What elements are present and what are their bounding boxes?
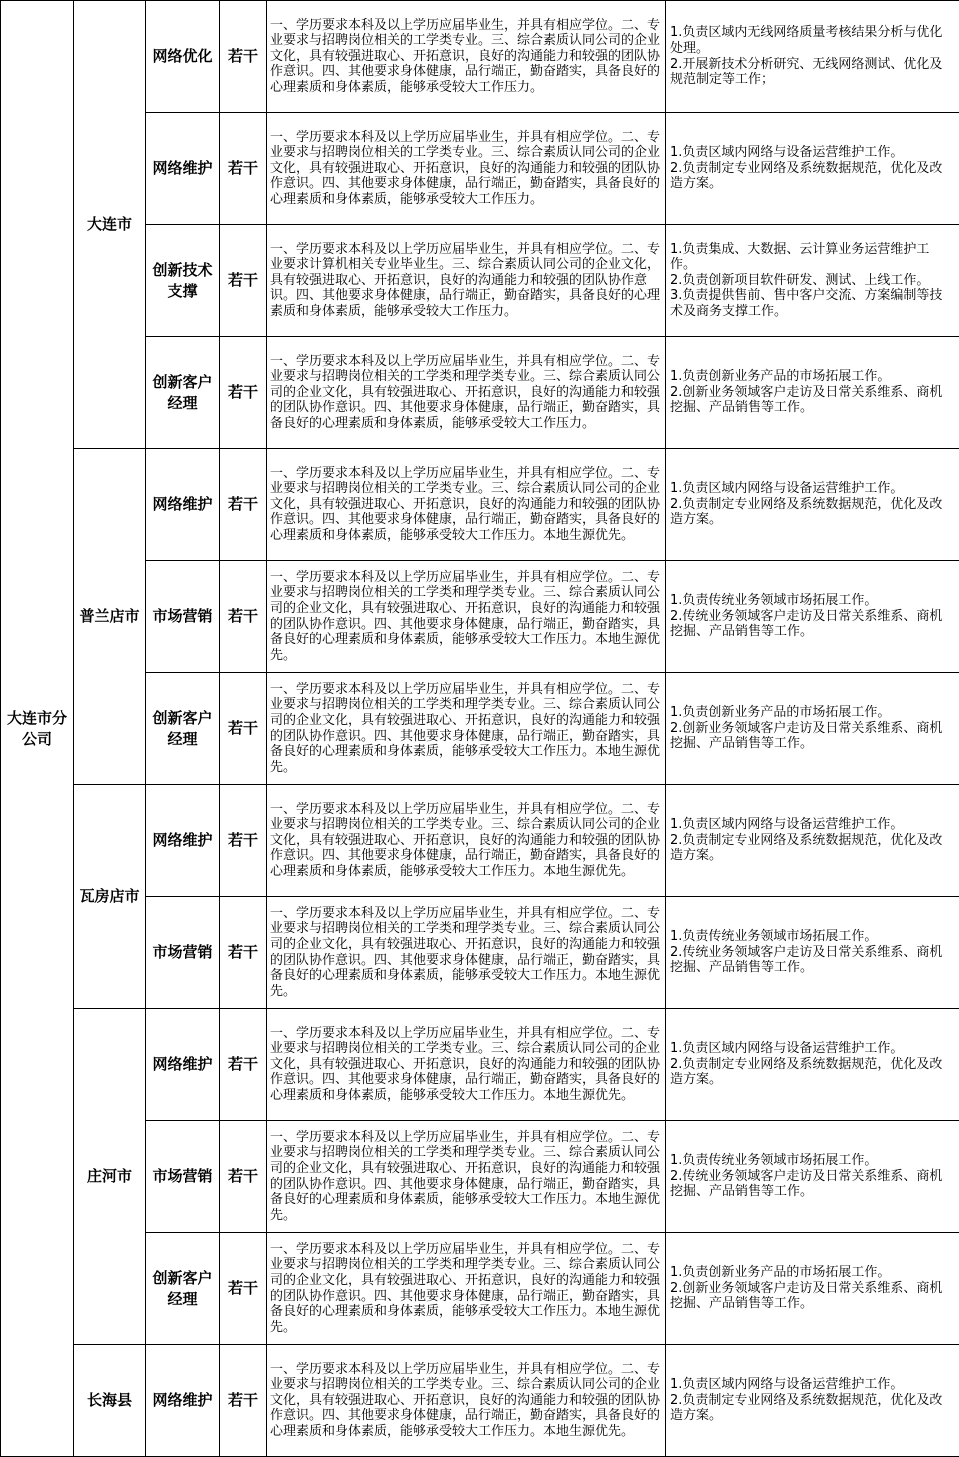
- duty-item: 2.创新业务领域客户走访及日常关系维系、商机挖掘、产品销售等工作。: [670, 384, 943, 416]
- position-title-cell: 网络维护: [146, 1345, 220, 1457]
- duty-item: 1.负责创新业务产品的市场拓展工作。: [670, 705, 891, 721]
- duties-cell: [666, 561, 959, 673]
- duty-item: 2.创新业务领域客户走访及日常关系维系、商机挖掘、产品销售等工作。: [670, 720, 943, 752]
- duty-item: 1.负责区域内网络与设备运营维护工作。: [670, 817, 904, 833]
- duties-cell: [666, 1009, 959, 1121]
- table-row: [1, 1, 959, 113]
- table-row: [1, 449, 959, 561]
- duties-cell: [666, 1121, 959, 1233]
- duties-cell: [666, 1, 959, 113]
- headcount-cell: 若干: [220, 1009, 267, 1121]
- headcount-cell: 若干: [220, 1, 267, 113]
- duty-item: 1.负责创新业务产品的市场拓展工作。: [670, 1265, 891, 1281]
- duty-item: 1.负责传统业务领域市场拓展工作。: [670, 593, 878, 609]
- requirements-cell: 一、学历要求本科及以上学历应届毕业生，并具有相应学位。二、专业要求与招聘岗位相关的工学类专业。三、综合素质认同公司的企业文化，具有较强进取心、开拓意识，良好的沟通能力和较强的团队协作意识。四、其他要求身体健康，品行端正，勤奋踏实，具备良好的心理素质和身体素质，能够承受较大工作压力。本地生源优先。: [267, 1009, 666, 1121]
- requirements-cell: 一、学历要求本科及以上学历应届毕业生，并具有相应学位。二、专业要求与招聘岗位相关的工学类专业。三、综合素质认同公司的企业文化，具有较强进取心、开拓意识，良好的沟通能力和较强的团队协作意识。四、其他要求身体健康，品行端正，勤奋踏实，具备良好的心理素质和身体素质，能够承受较大工作压力。: [267, 113, 666, 225]
- position-title-cell: 网络优化: [146, 1, 220, 113]
- table-row: [1, 1009, 959, 1121]
- requirements-cell: 一、学历要求本科及以上学历应届毕业生，并具有相应学位。二、专业要求与招聘岗位相关的工学类和理学类专业。三、综合素质认同公司的企业文化，具有较强进取心、开拓意识，良好的沟通能力和较强的团队协作意识。四、其他要求身体健康，品行端正，勤奋踏实，具备良好的心理素质和身体素质，能够承受较大工作压力。本地生源优先。: [267, 897, 666, 1009]
- duty-item: 2.负责创新项目软件研发、测试、上线工作。: [670, 272, 930, 288]
- position-title-cell: 网络维护: [146, 449, 220, 561]
- duties-cell: [666, 673, 959, 785]
- headcount-cell: 若干: [220, 673, 267, 785]
- table-row: [1, 1345, 959, 1457]
- requirements-cell: 一、学历要求本科及以上学历应届毕业生，并具有相应学位。二、专业要求与招聘岗位相关的工学类专业。三、综合素质认同公司的企业文化，具有较强进取心、开拓意识，良好的沟通能力和较强的团队协作意识。四、其他要求身体健康，品行端正，勤奋踏实，具备良好的心理素质和身体素质，能够承受较大工作压力。: [267, 1, 666, 113]
- position-title-cell: 创新客户经理: [146, 673, 220, 785]
- requirements-cell: 一、学历要求本科及以上学历应届毕业生，并具有相应学位。二、专业要求与招聘岗位相关的工学类和理学类专业。三、综合素质认同公司的企业文化，具有较强进取心、开拓意识，良好的沟通能力和较强的团队协作意识。四、其他要求身体健康，品行端正，勤奋踏实，具备良好的心理素质和身体素质，能够承受较大工作压力。本地生源优先。: [267, 1233, 666, 1345]
- requirements-cell: 一、学历要求本科及以上学历应届毕业生，并具有相应学位。二、专业要求与招聘岗位相关的工学类和理学类专业。三、综合素质认同公司的企业文化，具有较强进取心、开拓意识，良好的沟通能力和较强的团队协作意识。四、其他要求身体健康，品行端正，勤奋踏实，具备良好的心理素质和身体素质，能够承受较大工作压力。: [267, 337, 666, 449]
- requirements-cell: 一、学历要求本科及以上学历应届毕业生，并具有相应学位。二、专业要求与招聘岗位相关的工学类专业。三、综合素质认同公司的企业文化，具有较强进取心、开拓意识，良好的沟通能力和较强的团队协作意识。四、其他要求身体健康，品行端正，勤奋踏实，具备良好的心理素质和身体素质，能够承受较大工作压力。本地生源优先。: [267, 449, 666, 561]
- duties-cell: [666, 113, 959, 225]
- requirements-cell: 一、学历要求本科及以上学历应届毕业生，并具有相应学位。二、专业要求与招聘岗位相关的工学类专业。三、综合素质认同公司的企业文化，具有较强进取心、开拓意识，良好的沟通能力和较强的团队协作意识。四、其他要求身体健康，品行端正，勤奋踏实，具备良好的心理素质和身体素质，能够承受较大工作压力。本地生源优先。: [267, 785, 666, 897]
- duty-item: 2.传统业务领域客户走访及日常关系维系、商机挖掘、产品销售等工作。: [670, 944, 943, 976]
- position-title-cell: 网络维护: [146, 785, 220, 897]
- city-cell: 庄河市: [74, 1009, 146, 1345]
- headcount-cell: 若干: [220, 561, 267, 673]
- duty-item: 2.传统业务领域客户走访及日常关系维系、商机挖掘、产品销售等工作。: [670, 608, 943, 640]
- headcount-cell: 若干: [220, 337, 267, 449]
- headcount-cell: 若干: [220, 113, 267, 225]
- duty-item: 2.负责制定专业网络及系统数据规范，优化及改造方案。: [670, 1056, 943, 1088]
- duty-item: 1.负责区域内网络与设备运营维护工作。: [670, 1377, 904, 1393]
- table-row: [1, 785, 959, 897]
- duty-item: 1.负责区域内网络与设备运营维护工作。: [670, 481, 904, 497]
- company-cell: 大连市分公司: [1, 1, 74, 1457]
- duty-item: 2.负责制定专业网络及系统数据规范，优化及改造方案。: [670, 160, 943, 192]
- position-title-cell: 创新客户经理: [146, 337, 220, 449]
- duties-cell: [666, 1345, 959, 1457]
- headcount-cell: 若干: [220, 897, 267, 1009]
- requirements-cell: 一、学历要求本科及以上学历应届毕业生，并具有相应学位。二、专业要求计算机相关专业毕业生。三、综合素质认同公司的企业文化，具有较强进取心、开拓意识，良好的沟通能力和较强的团队协作意识。四、其他要求身体健康，品行端正，勤奋踏实，具备良好的心理素质和身体素质，能够承受较大工作压力。: [267, 225, 666, 337]
- duty-item: 2.创新业务领域客户走访及日常关系维系、商机挖掘、产品销售等工作。: [670, 1280, 943, 1312]
- city-cell: 普兰店市: [74, 449, 146, 785]
- duty-item: 1.负责区域内无线网络质量考核结果分析与优化处理。: [670, 25, 943, 56]
- duties-cell: [666, 1233, 959, 1345]
- headcount-cell: 若干: [220, 1121, 267, 1233]
- requirements-cell: 一、学历要求本科及以上学历应届毕业生，并具有相应学位。二、专业要求与招聘岗位相关的工学类和理学类专业。三、综合素质认同公司的企业文化，具有较强进取心、开拓意识，良好的沟通能力和较强的团队协作意识。四、其他要求身体健康，品行端正，勤奋踏实，具备良好的心理素质和身体素质，能够承受较大工作压力。本地生源优先。: [267, 1121, 666, 1233]
- headcount-cell: 若干: [220, 449, 267, 561]
- duties-cell: [666, 225, 959, 337]
- duty-item: 1.负责创新业务产品的市场拓展工作。: [670, 369, 891, 385]
- city-cell: 大连市: [74, 1, 146, 449]
- duty-item: 1.负责区域内网络与设备运营维护工作。: [670, 1041, 904, 1057]
- headcount-cell: 若干: [220, 1233, 267, 1345]
- duty-item: 1.负责集成、大数据、云计算业务运营维护工作。: [670, 241, 930, 273]
- duties-cell: [666, 337, 959, 449]
- headcount-cell: 若干: [220, 225, 267, 337]
- headcount-cell: 若干: [220, 785, 267, 897]
- duty-item: 1.负责传统业务领域市场拓展工作。: [670, 1153, 878, 1169]
- duties-cell: [666, 449, 959, 561]
- duty-item: 2.开展新技术分析研究、无线网络测试、优化及规范制定等工作；: [670, 56, 943, 88]
- city-cell: 瓦房店市: [74, 785, 146, 1009]
- duty-item: 3.负责提供售前、售中客户交流、方案编制等技术及商务支撑工作。: [670, 288, 943, 319]
- duties-cell: [666, 785, 959, 897]
- duties-cell: [666, 897, 959, 1009]
- duty-item: 1.负责区域内网络与设备运营维护工作。: [670, 145, 904, 161]
- requirements-cell: 一、学历要求本科及以上学历应届毕业生，并具有相应学位。二、专业要求与招聘岗位相关的工学类专业。三、综合素质认同公司的企业文化，具有较强进取心、开拓意识，良好的沟通能力和较强的团队协作意识。四、其他要求身体健康，品行端正，勤奋踏实，具备良好的心理素质和身体素质，能够承受较大工作压力。本地生源优先。: [267, 1345, 666, 1457]
- duty-item: 2.传统业务领域客户走访及日常关系维系、商机挖掘、产品销售等工作。: [670, 1168, 943, 1200]
- duty-item: 2.负责制定专业网络及系统数据规范，优化及改造方案。: [670, 496, 943, 528]
- city-cell: 长海县: [74, 1345, 146, 1457]
- position-title-cell: 市场营销: [146, 897, 220, 1009]
- position-title-cell: 创新技术支撑: [146, 225, 220, 337]
- duty-item: 1.负责传统业务领域市场拓展工作。: [670, 929, 878, 945]
- headcount-cell: 若干: [220, 1345, 267, 1457]
- position-title-cell: 网络维护: [146, 113, 220, 225]
- duty-item: 2.负责制定专业网络及系统数据规范，优化及改造方案。: [670, 832, 943, 864]
- table-body: [1, 1, 959, 1457]
- requirements-cell: 一、学历要求本科及以上学历应届毕业生，并具有相应学位。二、专业要求与招聘岗位相关的工学类和理学类专业。三、综合素质认同公司的企业文化，具有较强进取心、开拓意识，良好的沟通能力和较强的团队协作意识。四、其他要求身体健康，品行端正，勤奋踏实，具备良好的心理素质和身体素质，能够承受较大工作压力。本地生源优先。: [267, 561, 666, 673]
- position-title-cell: 市场营销: [146, 1121, 220, 1233]
- position-title-cell: 创新客户经理: [146, 1233, 220, 1345]
- position-title-cell: 市场营销: [146, 561, 220, 673]
- position-title-cell: 网络维护: [146, 1009, 220, 1121]
- requirements-cell: 一、学历要求本科及以上学历应届毕业生，并具有相应学位。二、专业要求与招聘岗位相关的工学类和理学类专业。三、综合素质认同公司的企业文化，具有较强进取心、开拓意识，良好的沟通能力和较强的团队协作意识。四、其他要求身体健康，品行端正，勤奋踏实，具备良好的心理素质和身体素质，能够承受较大工作压力。本地生源优先。: [267, 673, 666, 785]
- duty-item: 2.负责制定专业网络及系统数据规范，优化及改造方案。: [670, 1392, 943, 1424]
